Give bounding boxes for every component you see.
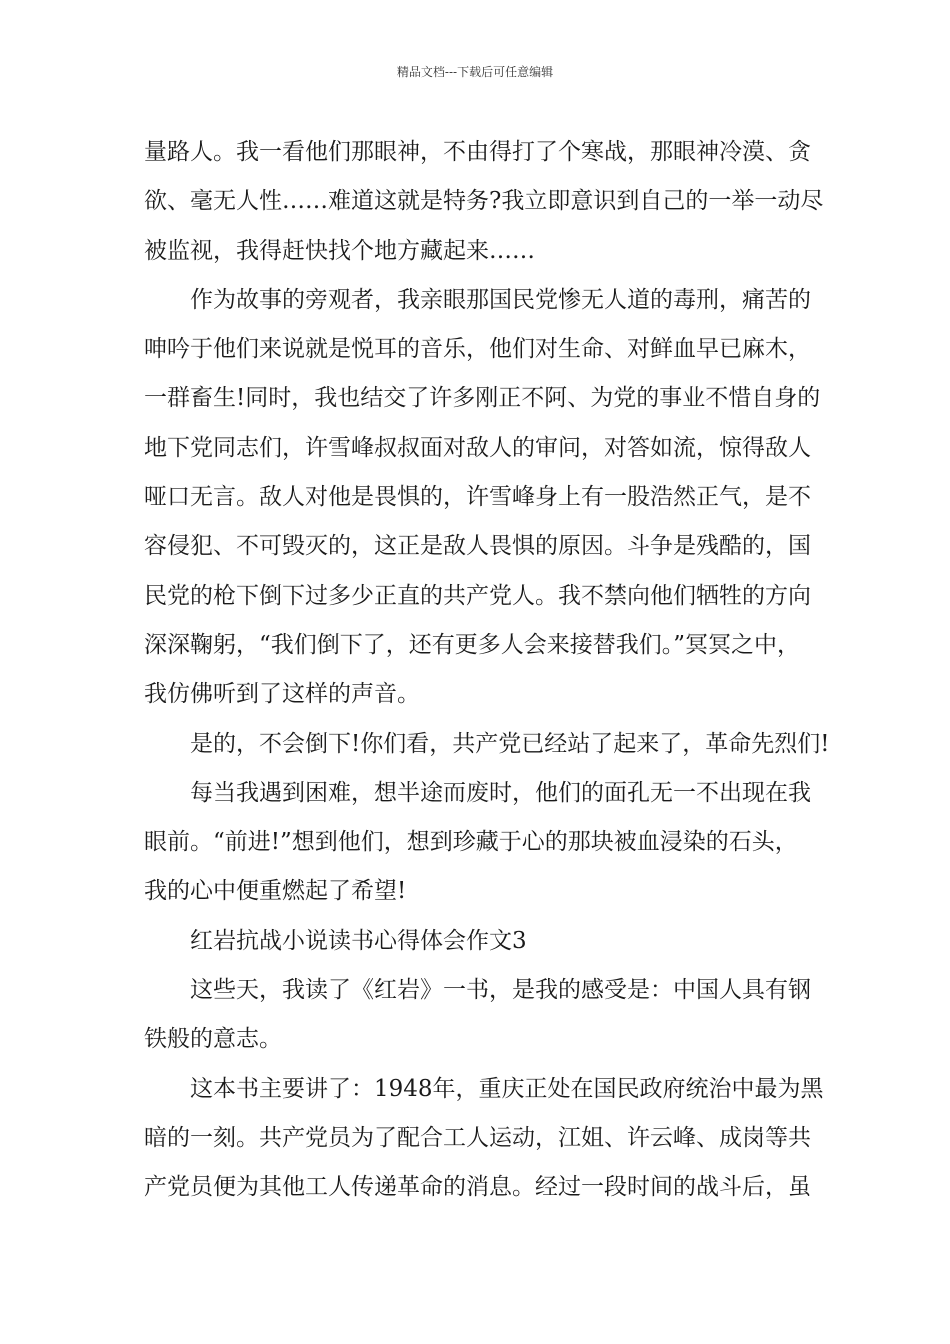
- text-line: 被监视，我得赶快找个地方藏起来……: [144, 237, 535, 264]
- paragraph-start-line: 每当我遇到困难，想半途而废时，他们的面孔无一不出现在我: [190, 779, 811, 806]
- text-line: 产党员便为其他工人传递革命的消息。经过一段时间的战斗后，虽: [144, 1174, 811, 1201]
- paragraph-start-line: 作为故事的旁观者，我亲眼那国民党惨无人道的毒刑，痛苦的: [190, 286, 811, 313]
- section-heading: 红岩抗战小说读书心得体会作文3: [190, 927, 527, 954]
- text-line: 容侵犯、不可毁灭的，这正是敌人畏惧的原因。斗争是残酷的，国: [144, 533, 811, 560]
- text-line: 量路人。我一看他们那眼神，不由得打了个寒战，那眼神冷漠、贪: [144, 139, 811, 165]
- text-line: 铁般的意志。: [144, 1026, 282, 1053]
- text-line: 欲、毫无人性……难道这就是特务?我立即意识到自己的一举一动尽: [144, 188, 824, 215]
- page-header: 精品文档---下载后可任意编辑: [396, 65, 554, 79]
- text-line: 深深鞠躬，“我们倒下了，还有更多人会来接替我们。”冥冥之中，: [144, 631, 801, 658]
- paragraph-start-line: 这些天，我读了《红岩》一书，是我的感受是：中国人具有钢: [190, 977, 811, 1004]
- text-line: 地下党同志们，许雪峰叔叔面对敌人的审问，对答如流，惊得敌人: [144, 434, 811, 461]
- text-line: 呻吟于他们来说就是悦耳的音乐，他们对生命、对鲜血早已麻木，: [144, 336, 811, 363]
- document-body: [144, 128, 830, 1213]
- text-line: 哑口无言。敌人对他是畏惧的，许雪峰身上有一股浩然正气，是不: [144, 484, 811, 511]
- text-line: 眼前。“前进!”想到他们，想到珍藏于心的那块被血浸染的石头，: [144, 829, 798, 856]
- text-line: 暗的一刻。共产党员为了配合工人运动，江姐、许云峰、成岗等共: [144, 1124, 811, 1151]
- text-line: 民党的枪下倒下过多少正直的共产党人。我不禁向他们牺牲的方向: [144, 582, 811, 609]
- text-line: 我仿佛听到了这样的声音。: [144, 681, 420, 708]
- paragraph-start-line: 是的，不会倒下!你们看，共产党已经站了起来了，革命先烈们!: [190, 730, 830, 757]
- paragraph-start-line: 这本书主要讲了：1948年，重庆正处在国民政府统治中最为黑: [190, 1075, 824, 1102]
- text-line: 一群畜生!同时，我也结交了许多刚正不阿、为党的事业不惜自身的: [144, 385, 821, 412]
- text-line: 我的心中便重燃起了希望!: [144, 878, 407, 905]
